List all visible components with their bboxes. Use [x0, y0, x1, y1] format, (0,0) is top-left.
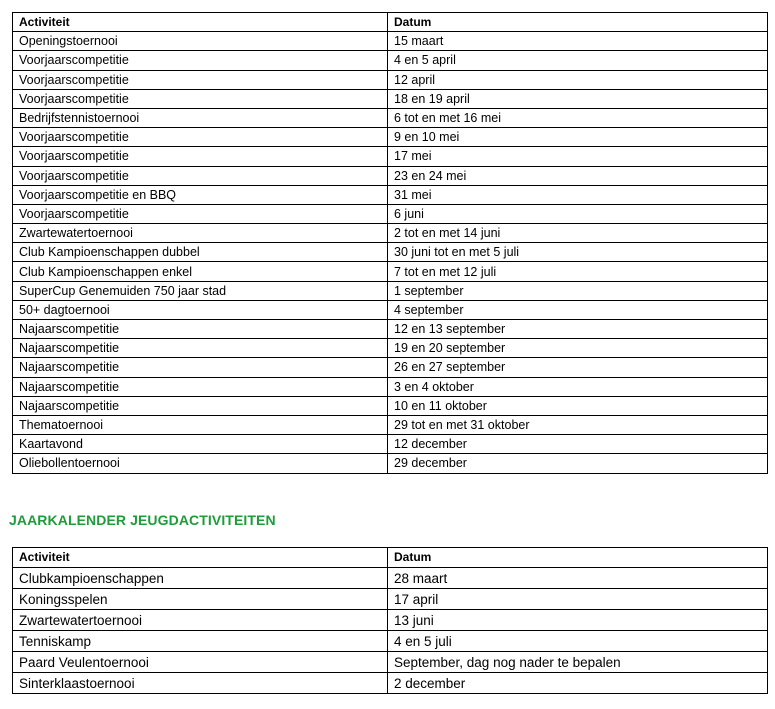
column-header-date: Datum [388, 548, 768, 568]
table-row [13, 166, 768, 185]
table-row [13, 454, 768, 473]
date-cell: 23 en 24 mei [388, 166, 768, 185]
activity-cell: Najaarscompetitie [13, 377, 388, 396]
table-row [13, 589, 768, 610]
column-header-activity: Activiteit [13, 13, 388, 32]
activity-cell: Voorjaarscompetitie [13, 166, 388, 185]
table-row [13, 147, 768, 166]
date-cell: 2 tot en met 14 juni [388, 224, 768, 243]
table-row [13, 185, 768, 204]
activity-cell: Voorjaarscompetitie en BBQ [13, 185, 388, 204]
activity-cell: Koningsspelen [13, 589, 388, 610]
date-cell: 31 mei [388, 185, 768, 204]
date-cell: 10 en 11 oktober [388, 396, 768, 415]
date-cell: 26 en 27 september [388, 358, 768, 377]
table-row [13, 568, 768, 589]
activity-cell: Paard Veulentoernooi [13, 652, 388, 673]
table-row [13, 435, 768, 454]
column-header-activity: Activiteit [13, 548, 388, 568]
date-cell: 13 juni [388, 610, 768, 631]
table-row [13, 339, 768, 358]
table-row [13, 70, 768, 89]
date-cell: 29 tot en met 31 oktober [388, 415, 768, 434]
table-row [13, 281, 768, 300]
date-cell: 4 september [388, 300, 768, 319]
activity-cell: Najaarscompetitie [13, 358, 388, 377]
activity-cell: SuperCup Genemuiden 750 jaar stad [13, 281, 388, 300]
date-cell: 4 en 5 april [388, 51, 768, 70]
table-row [13, 396, 768, 415]
table-header-row [13, 548, 768, 568]
activity-cell: Clubkampioenschappen [13, 568, 388, 589]
date-cell: 9 en 10 mei [388, 128, 768, 147]
activities-table-body [13, 32, 768, 473]
table-row [13, 128, 768, 147]
date-cell: 15 maart [388, 32, 768, 51]
date-cell: 12 december [388, 435, 768, 454]
date-cell: 17 april [388, 589, 768, 610]
date-cell: 7 tot en met 12 juli [388, 262, 768, 281]
table-row [13, 89, 768, 108]
activity-cell: Tenniskamp [13, 631, 388, 652]
youth-section-title: JAARKALENDER JEUGDACTIVITEITEN [9, 512, 276, 528]
activity-cell: Voorjaarscompetitie [13, 70, 388, 89]
youth-activities-table [12, 547, 768, 694]
activity-cell: Kaartavond [13, 435, 388, 454]
table-row [13, 358, 768, 377]
table-row [13, 610, 768, 631]
activity-cell: Voorjaarscompetitie [13, 204, 388, 223]
date-cell: 4 en 5 juli [388, 631, 768, 652]
table-row [13, 204, 768, 223]
table-header-row [13, 13, 768, 32]
date-cell: 29 december [388, 454, 768, 473]
table-row [13, 108, 768, 127]
date-cell: 6 juni [388, 204, 768, 223]
table-row [13, 652, 768, 673]
activity-cell: Voorjaarscompetitie [13, 147, 388, 166]
activity-cell: Zwartewatertoernooi [13, 224, 388, 243]
date-cell: 12 april [388, 70, 768, 89]
activity-cell: Thematoernooi [13, 415, 388, 434]
table-row [13, 32, 768, 51]
activity-cell: Openingstoernooi [13, 32, 388, 51]
table-row [13, 631, 768, 652]
activity-cell: Zwartewatertoernooi [13, 610, 388, 631]
activities-table [12, 12, 768, 474]
date-cell: 3 en 4 oktober [388, 377, 768, 396]
activity-cell: Bedrijfstennistoernooi [13, 108, 388, 127]
table-row [13, 673, 768, 694]
table-row [13, 224, 768, 243]
date-cell: 1 september [388, 281, 768, 300]
date-cell: 17 mei [388, 147, 768, 166]
activity-cell: Club Kampioenschappen dubbel [13, 243, 388, 262]
date-cell: 28 maart [388, 568, 768, 589]
activity-cell: Club Kampioenschappen enkel [13, 262, 388, 281]
activity-cell: Sinterklaastoernooi [13, 673, 388, 694]
youth-activities-table-body [13, 568, 768, 694]
table-row [13, 51, 768, 70]
date-cell: 30 juni tot en met 5 juli [388, 243, 768, 262]
date-cell: 19 en 20 september [388, 339, 768, 358]
activity-cell: Najaarscompetitie [13, 339, 388, 358]
activity-cell: Voorjaarscompetitie [13, 51, 388, 70]
date-cell: 12 en 13 september [388, 320, 768, 339]
table-row [13, 243, 768, 262]
column-header-date: Datum [388, 13, 768, 32]
table-row [13, 320, 768, 339]
activity-cell: Voorjaarscompetitie [13, 128, 388, 147]
date-cell: September, dag nog nader te bepalen [388, 652, 768, 673]
activity-cell: Oliebollentoernooi [13, 454, 388, 473]
activity-cell: Najaarscompetitie [13, 320, 388, 339]
table-row [13, 300, 768, 319]
table-row [13, 262, 768, 281]
date-cell: 6 tot en met 16 mei [388, 108, 768, 127]
activity-cell: Najaarscompetitie [13, 396, 388, 415]
activity-cell: 50+ dagtoernooi [13, 300, 388, 319]
activity-cell: Voorjaarscompetitie [13, 89, 388, 108]
date-cell: 18 en 19 april [388, 89, 768, 108]
table-row [13, 415, 768, 434]
table-row [13, 377, 768, 396]
date-cell: 2 december [388, 673, 768, 694]
